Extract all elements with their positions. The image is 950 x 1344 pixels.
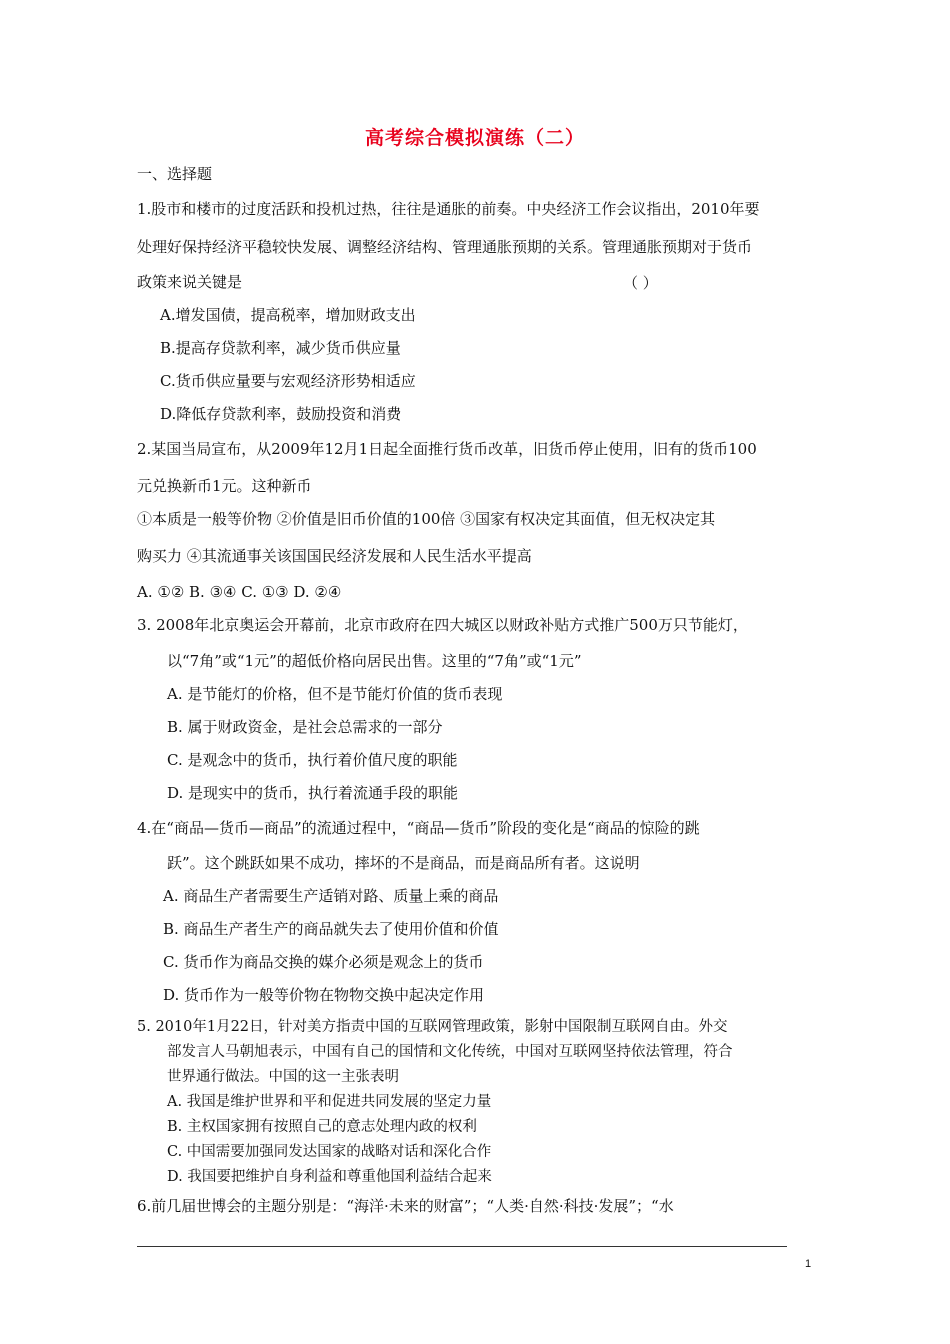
q4-line-2: 跃”。这个跳跃如果不成功，摔坏的不是商品，而是商品所有者。这说明 bbox=[167, 854, 640, 872]
q1-option-b: B.提高存贷款利率，减少货币供应量 bbox=[160, 339, 401, 357]
q5-option-d: D. 我国要把维护自身利益和尊重他国利益结合起来 bbox=[167, 1169, 492, 1185]
q1-answer-blank: （ ） bbox=[623, 274, 658, 292]
q1-option-c: C.货币供应量要与宏观经济形势相适应 bbox=[160, 372, 416, 390]
q3-option-c: C. 是观念中的货币，执行着价值尺度的职能 bbox=[167, 751, 458, 769]
q5-line-3: 世界通行做法。中国的这一主张表明 bbox=[167, 1069, 399, 1085]
q1-line-3: 政策来说关键是 bbox=[137, 273, 243, 291]
q4-option-a: A. 商品生产者需要生产适销对路、质量上乘的商品 bbox=[163, 887, 499, 905]
q5-option-a: A. 我国是维护世界和平和促进共同发展的坚定力量 bbox=[167, 1094, 492, 1110]
q5-line-1: 5. 2010年1月22日，针对美方指责中国的互联网管理政策，影射中国限制互联网自由。外交 bbox=[137, 1019, 728, 1035]
q4-option-b: B. 商品生产者生产的商品就失去了使用价值和价值 bbox=[163, 920, 499, 938]
q5-line-2: 部发言人马朝旭表示，中国有自己的国情和文化传统，中国对互联网坚持依法管理，符合 bbox=[167, 1044, 733, 1060]
q5-option-b: B. 主权国家拥有按照自己的意志处理内政的权利 bbox=[167, 1119, 477, 1135]
q3-option-d: D. 是现实中的货币，执行着流通手段的职能 bbox=[167, 784, 459, 802]
q2-line-3: ①本质是一般等价物 ②价值是旧币价值的100倍 ③国家有权决定其面值，但无权决定其 bbox=[137, 510, 716, 528]
q2-line-2: 元兑换新币1元。这种新币 bbox=[137, 477, 312, 495]
page-number: 1 bbox=[805, 1258, 812, 1270]
q4-option-c: C. 货币作为商品交换的媒介必须是观念上的货币 bbox=[163, 953, 484, 971]
page-title: 高考综合模拟演练（二） bbox=[364, 127, 585, 149]
q2-line-4: 购买力 ④其流通事关该国国民经济发展和人民生活水平提高 bbox=[137, 547, 532, 565]
q1-option-a: A.增发国债，提高税率，增加财政支出 bbox=[160, 306, 416, 324]
q4-line-1: 4.在“商品—货币—商品”的流通过程中，“商品—货币”阶段的变化是“商品的惊险的跳 bbox=[137, 819, 700, 837]
q2-options: A. ①② B. ③④ C. ①③ D. ②④ bbox=[137, 583, 342, 601]
q3-option-a: A. 是节能灯的价格，但不是节能灯价值的货币表现 bbox=[167, 685, 503, 703]
q1-line-2: 处理好保持经济平稳较快发展、调整经济结构、管理通胀预期的关系。管理通胀预期对于货币 bbox=[137, 238, 753, 256]
q3-line-2: 以“7角”或“1元”的超低价格向居民出售。这里的“7角”或“1元” bbox=[167, 652, 582, 670]
q1-line-1: 1.股市和楼市的过度活跃和投机过热，往往是通胀的前奏。中央经济工作会议指出，2010年要 bbox=[137, 200, 760, 218]
q1-option-d: D.降低存贷款利率，鼓励投资和消费 bbox=[160, 405, 402, 423]
q4-option-d: D. 货币作为一般等价物在物物交换中起决定作用 bbox=[163, 986, 485, 1004]
q3-option-b: B. 属于财政资金，是社会总需求的一部分 bbox=[167, 718, 443, 736]
q2-line-1: 2.某国当局宣布，从2009年12月1日起全面推行货币改革，旧货币停止使用，旧有的货币100 bbox=[137, 440, 757, 458]
footer-divider bbox=[137, 1246, 787, 1247]
q3-line-1: 3. 2008年北京奥运会开幕前，北京市政府在四大城区以财政补贴方式推广500万只节能灯， bbox=[137, 616, 748, 634]
q5-option-c: C. 中国需要加强同发达国家的战略对话和深化合作 bbox=[167, 1144, 492, 1160]
section-heading: 一、选择题 bbox=[137, 165, 213, 183]
q6-line-1: 6.前几届世博会的主题分别是：“海洋·未来的财富”；“人类·自然·科技·发展”；“水 bbox=[137, 1197, 674, 1215]
